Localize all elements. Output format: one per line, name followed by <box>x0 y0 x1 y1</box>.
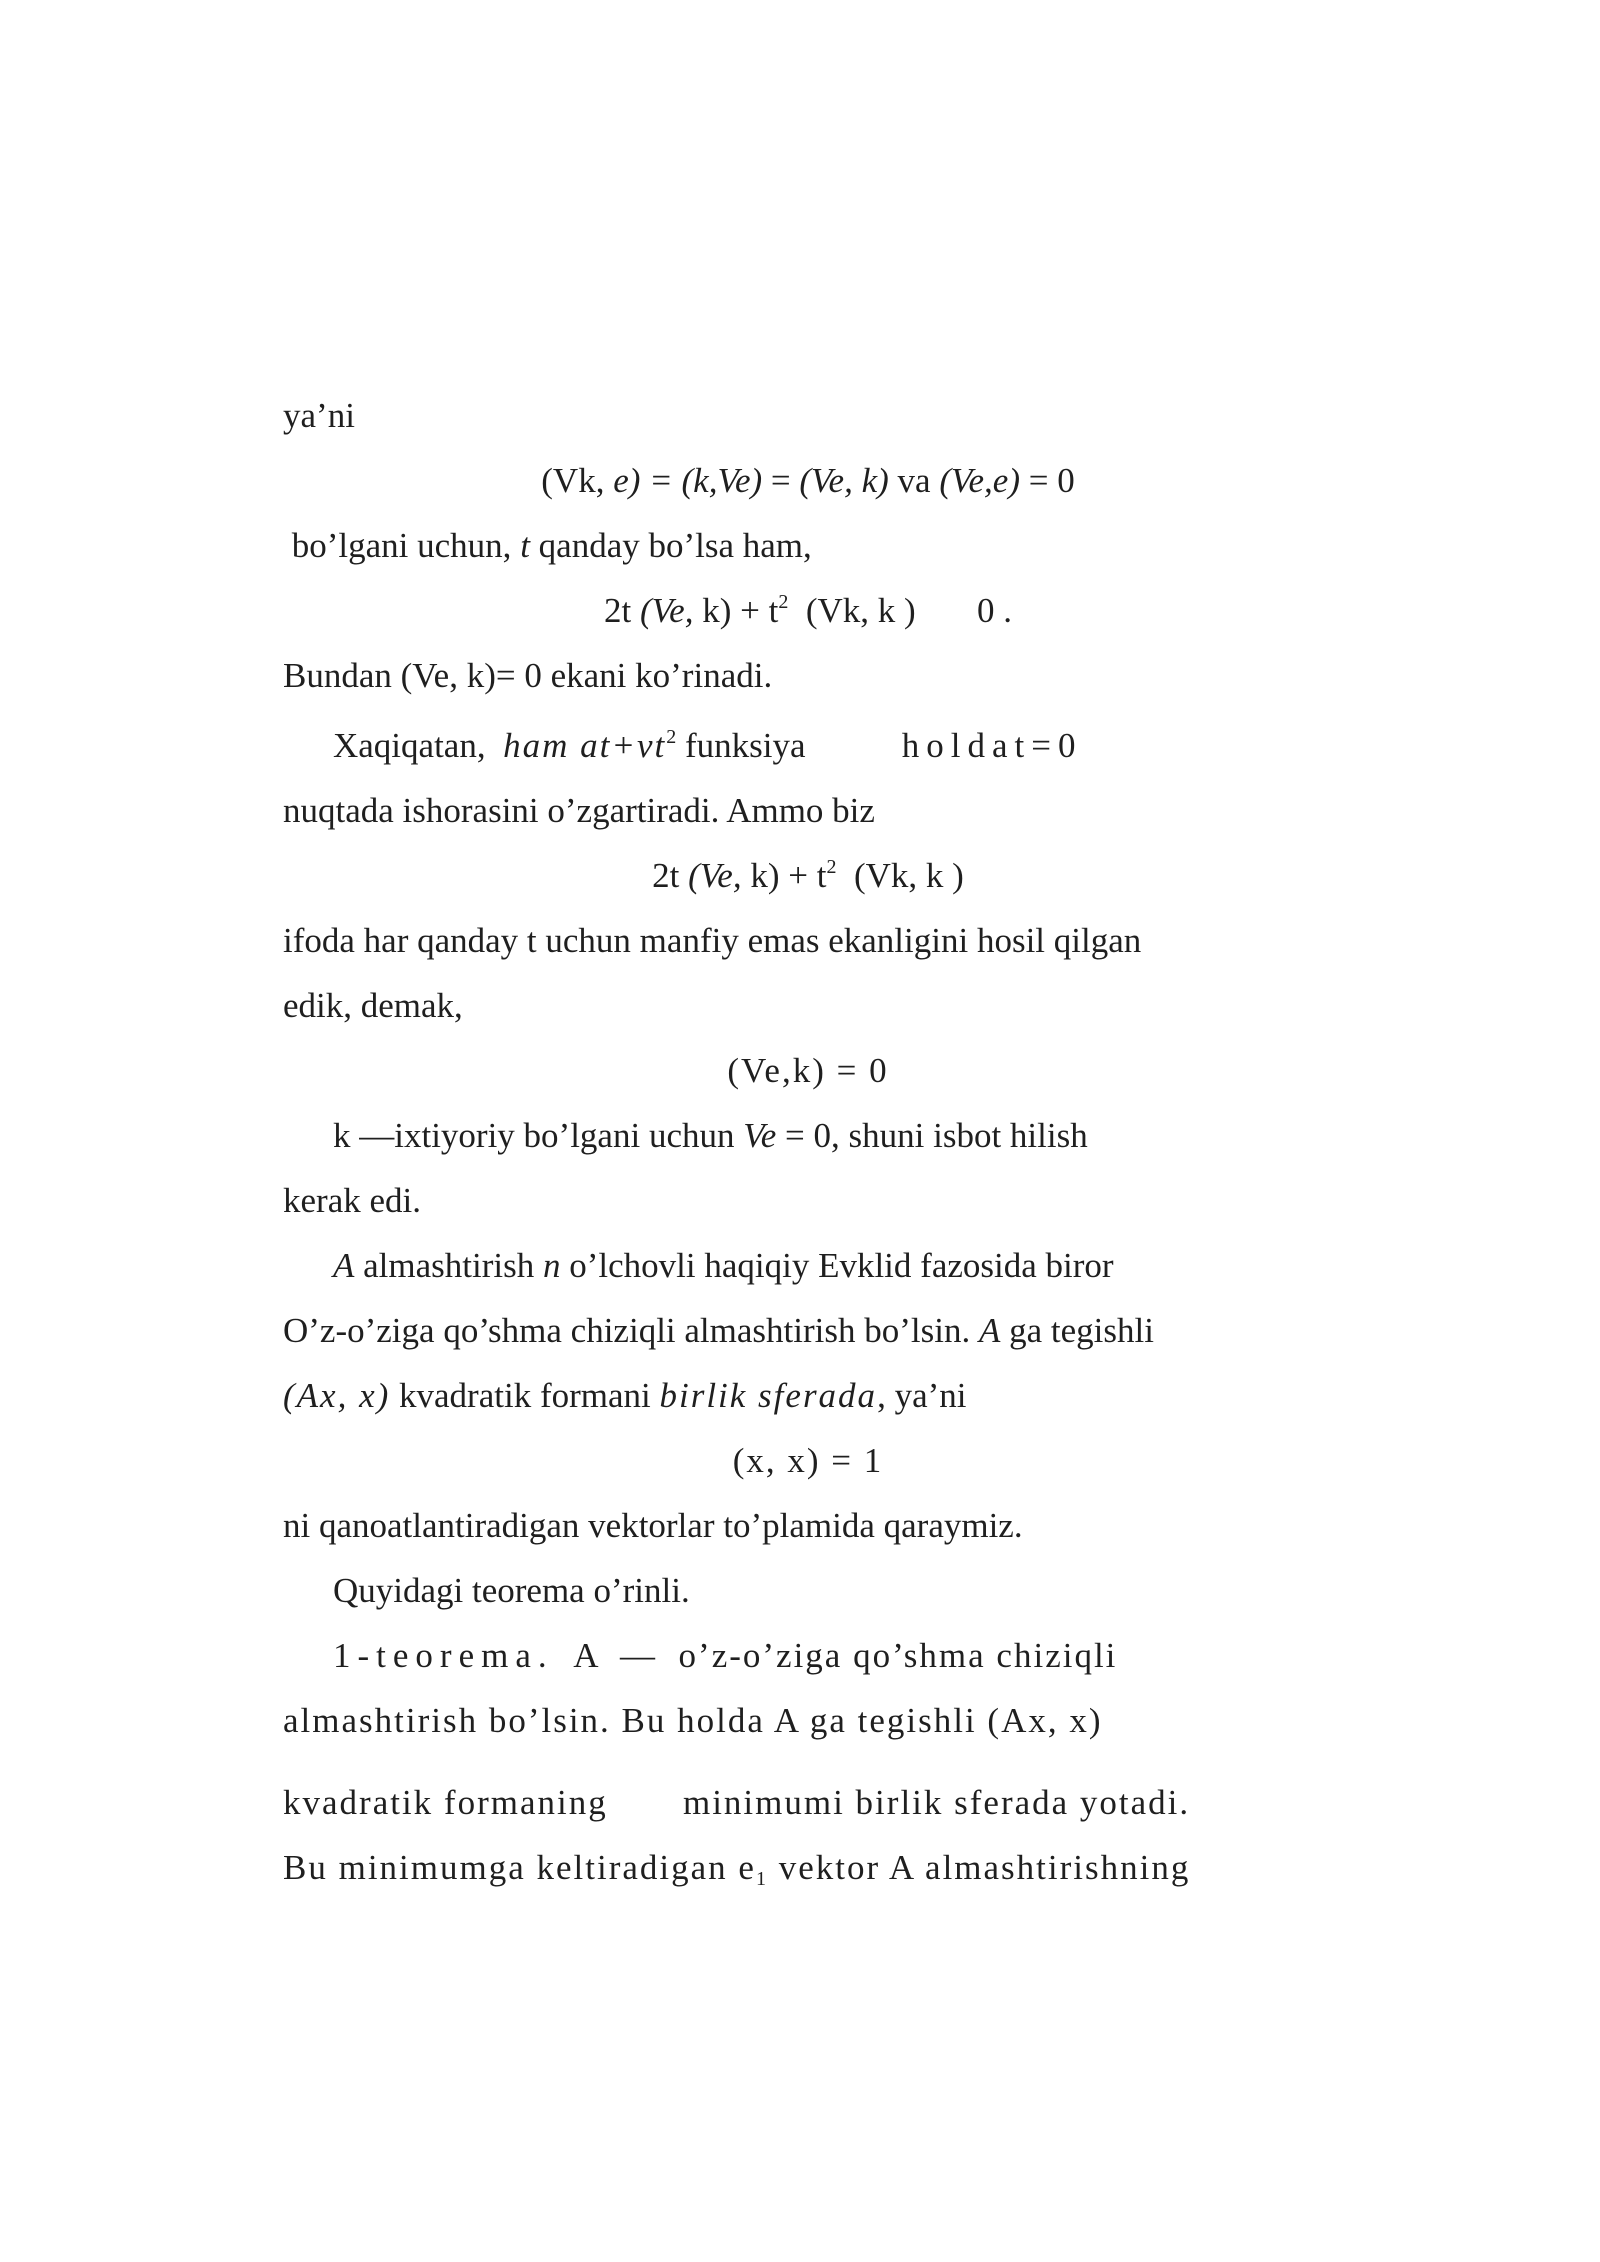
text-run: , ya’ni <box>877 1376 967 1415</box>
superscript: 2 <box>666 726 677 748</box>
text-line: Bundan (Ve, k)= 0 ekani ko’rinadi. <box>283 656 773 695</box>
italic-run: birlik sferada <box>659 1376 878 1415</box>
equation-line <box>283 459 1333 503</box>
italic-run: n <box>542 1246 561 1285</box>
text-run: (Vk, k ) 0 . <box>788 591 1012 630</box>
text-run: A — o’z-o’ziga qo’shma chiziqli <box>553 1636 1118 1675</box>
text-run: va <box>888 461 940 500</box>
text-line: kvadratik formaning minimumi birlik sferada yotadi. <box>283 1783 1191 1822</box>
text-run: o’lchovli haqiqiy Evklid fazosida biror <box>560 1246 1114 1285</box>
text-line <box>283 1374 1333 1418</box>
text-run: funksiya <box>676 726 902 765</box>
italic-run: (Ve, <box>640 591 703 630</box>
text-run: qanday bo’lsa ham, <box>529 526 812 565</box>
italic-run: t <box>520 526 530 565</box>
equation-line: (Ve,k) = 0 <box>727 1051 889 1090</box>
text-run: kvadratik formani <box>390 1376 660 1415</box>
text-run: (Vk, <box>541 461 614 500</box>
theorem-label: 1-teorema. <box>333 1636 554 1675</box>
text-line <box>283 1244 1383 1288</box>
italic-run: A <box>978 1311 1001 1350</box>
italic-run: A <box>333 1246 355 1285</box>
text-run: = 0 <box>1019 461 1075 500</box>
text-line <box>283 1309 1333 1353</box>
text-line <box>283 524 1333 568</box>
text-line: almashtirish bo’lsin. Bu holda A ga tegishli (Ax, x) <box>283 1701 1103 1740</box>
text-run: bo’lgani uchun, <box>283 526 521 565</box>
text-run: Bu minimumga keltiradigan e <box>283 1848 756 1887</box>
text-run: k) + t <box>750 856 827 895</box>
text-run: Xaqiqatan, <box>333 726 504 765</box>
text-line <box>283 1846 1333 1890</box>
text-line: edik, demak, <box>283 986 463 1025</box>
text-run: O’z-o’ziga qo’shma chiziqli almashtirish bo’lsin. <box>283 1311 979 1350</box>
text-run: 2t <box>604 591 641 630</box>
italic-run: (Ve,e) <box>939 461 1020 500</box>
text-line: nuqtada ishorasini o’zgartiradi. Ammo biz <box>283 791 875 830</box>
text-line: Quyidagi teorema o’rinli. <box>333 1571 690 1610</box>
italic-run: e) = (k,Ve) <box>613 461 763 500</box>
spaced-run: holdat=0 <box>901 726 1083 765</box>
superscript: 2 <box>826 856 837 878</box>
text-run: ga tegishli <box>1000 1311 1154 1350</box>
text-run: 2t <box>652 856 689 895</box>
text-line <box>283 1114 1383 1158</box>
text-run: k) + t <box>702 591 779 630</box>
italic-run: ham at+vt <box>503 726 667 765</box>
equation-line: (x, x) = 1 <box>732 1441 884 1480</box>
italic-run: Ve <box>743 1116 777 1155</box>
italic-run: (Ax, x) <box>283 1376 391 1415</box>
subscript: 1 <box>755 1868 768 1890</box>
text-run: k —ixtiyoriy bo’lgani uchun <box>333 1116 744 1155</box>
text-run: almashtirish <box>354 1246 543 1285</box>
superscript: 2 <box>778 591 789 613</box>
text-line: ni qanoatlantiradigan vektorlar to’plamida qaraymiz. <box>283 1506 1023 1545</box>
italic-run: (Ve, k) <box>799 461 889 500</box>
equation-line <box>283 854 1333 898</box>
text-line: ifoda har qanday t uchun manfiy emas ekanligini hosil qilgan <box>283 921 1142 960</box>
text-run: = <box>762 461 800 500</box>
text-run: vektor A almashtirishning <box>767 1848 1191 1887</box>
text-run: (Vk, k ) <box>836 856 964 895</box>
italic-run: (Ve, <box>688 856 751 895</box>
text-line: kerak edi. <box>283 1181 421 1220</box>
equation-line <box>283 589 1333 633</box>
text-run: = 0, shuni isbot hilish <box>776 1116 1088 1155</box>
text-line: ya’ni <box>283 396 355 435</box>
theorem-line <box>283 1634 1383 1678</box>
text-line <box>283 724 1383 768</box>
